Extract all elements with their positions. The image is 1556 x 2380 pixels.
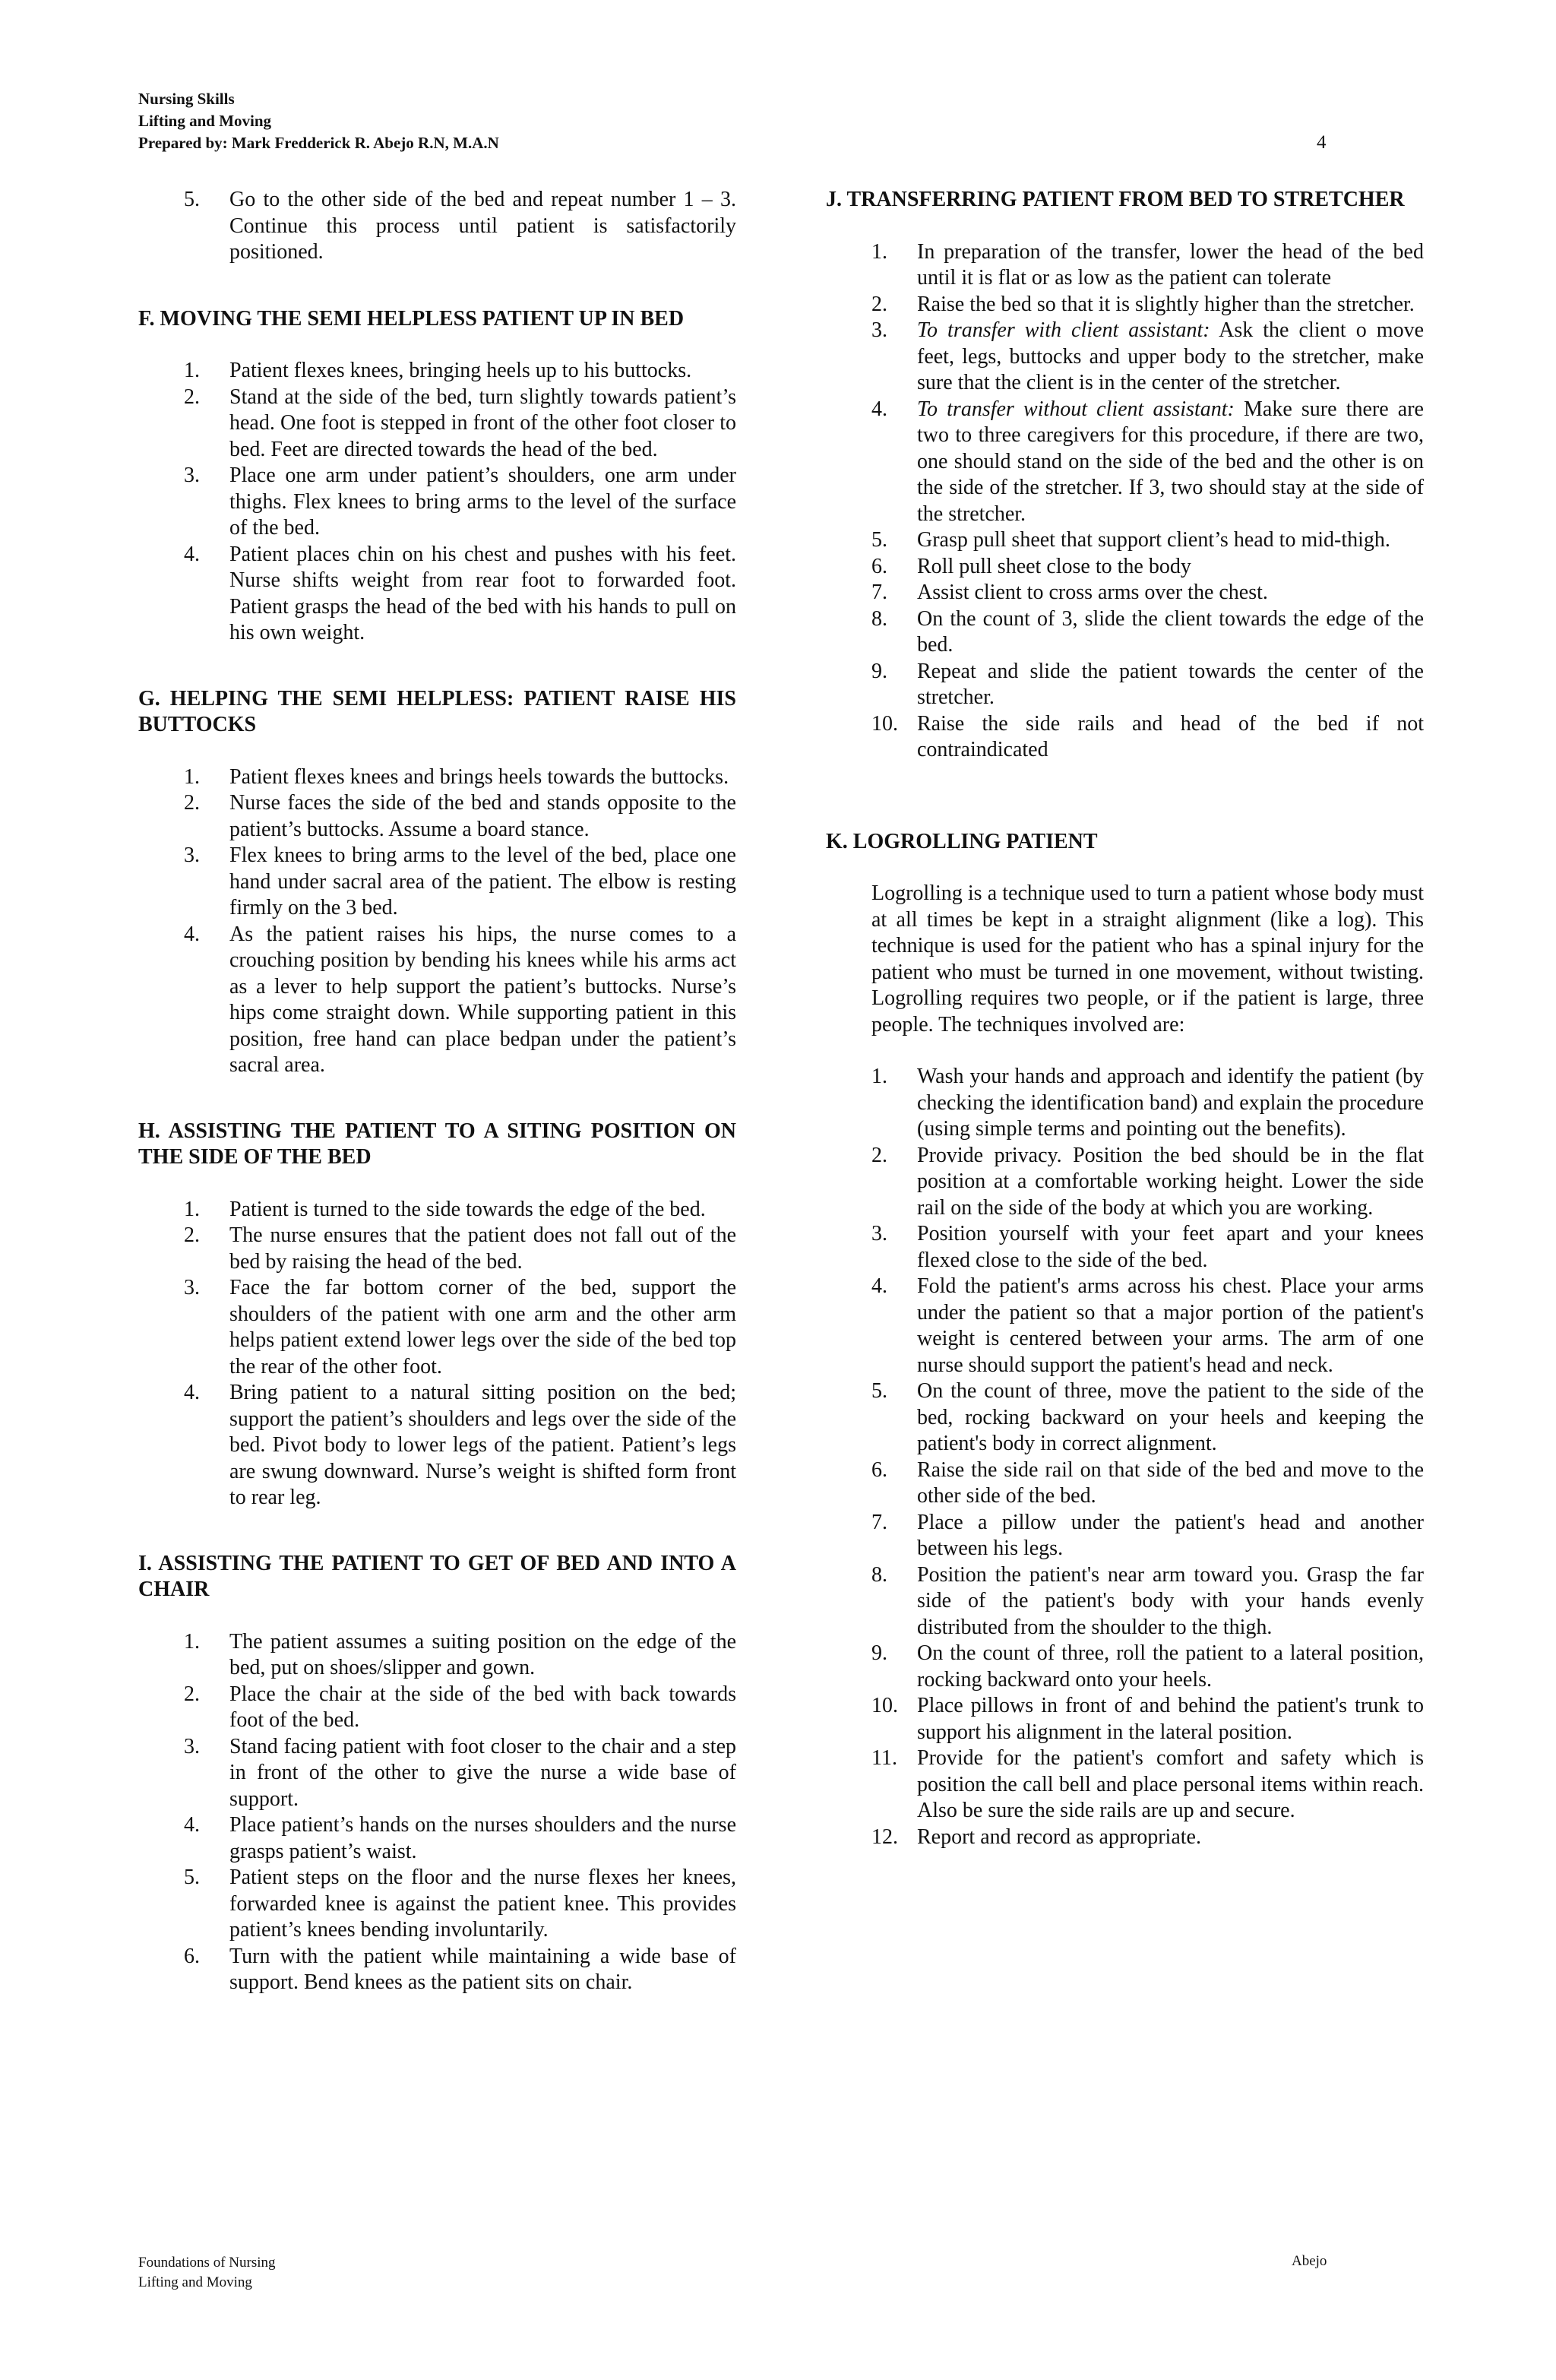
list-item: 3. To transfer with client assistant: Ask the client o move feet, legs, buttocks and upper body to the stretcher, make sure that the client is in the center of the stretcher. xyxy=(871,318,1424,394)
section-heading-g: G. HELPING THE SEMI HELPLESS: PATIENT RAISE HIS BUTTOCKS xyxy=(138,686,736,736)
header-author: Prepared by: Mark Fredderick R. Abejo R.N, M.A.N xyxy=(138,134,499,152)
footer-course: Foundations of Nursing xyxy=(138,2255,276,2271)
list-item: 5. Grasp pull sheet that support client’s head to mid-thigh. xyxy=(871,528,1390,552)
list-item: 3. Face the far bottom corner of the bed, support the shoulders of the patient with one arm and the other arm helps patient extend lower legs over the side of the bed top the rear of the other foot. xyxy=(184,1276,736,1378)
section-k-steps xyxy=(826,1064,1424,1850)
page-header xyxy=(138,88,499,154)
list-item: 2. Raise the bed so that it is slightly higher than the stretcher. xyxy=(871,292,1415,316)
footer-topic: Lifting and Moving xyxy=(138,2274,252,2290)
list-item: 3. Flex knees to bring arms to the level of the bed, place one hand under sacral area of the patient. The elbow is resting firmly on the 3 bed. xyxy=(184,843,736,919)
list-item: 3. Stand facing patient with foot closer to the chair and a step in front of the other to give the nurse a wide base of support. xyxy=(184,1734,736,1811)
section-j-steps xyxy=(826,239,1424,764)
header-course: Nursing Skills xyxy=(138,90,235,108)
list-item: 1. Patient is turned to the side towards the edge of the bed. xyxy=(184,1197,706,1221)
list-item: 5. Patient steps on the floor and the nurse flexes her knees, forwarded knee is against the patient knee. This provides patient’s knees bending involuntarily. xyxy=(184,1866,736,1942)
list-item: 4. Fold the patient's arms across his chest. Place your arms under the patient so that a major portion of the patient's weight is centered between your arms. The arm of one nurse should support the patient's head and neck. xyxy=(871,1274,1424,1377)
section-h-steps xyxy=(138,1197,736,1511)
section-f-steps xyxy=(138,358,736,647)
list-item: 4. As the patient raises his hips, the nurse comes to a crouching position by bending his knees while his arms act as a lever to help support the patient’s buttocks. Nurse’s hips come straight down. While supporting patient in this position, free hand can place bedpan under the patient’s sacral area. xyxy=(184,922,736,1077)
header-topic: Lifting and Moving xyxy=(138,112,272,130)
list-item: 3. Position yourself with your feet apart and your knees flexed close to the side of the bed. xyxy=(871,1222,1424,1272)
list-item: 6. Roll pull sheet close to the body xyxy=(871,554,1191,578)
list-item: 4. Bring patient to a natural sitting position on the bed; support the patient’s shoulders and legs over the side of the bed. Pivot body to lower legs of the patient. Patient’s legs are swung downward. Nurse’s weight is shifted form front to rear leg. xyxy=(184,1381,736,1509)
list-item: 4. Place patient’s hands on the nurses shoulders and the nurse grasps patient’s waist. xyxy=(184,1813,736,1863)
list-item: 8. On the count of 3, slide the client towards the edge of the bed. xyxy=(871,606,1424,657)
section-heading-h: H. ASSISTING THE PATIENT TO A SITING POSITION ON THE SIDE OF THE BED xyxy=(138,1119,736,1169)
list-item: 2. Stand at the side of the bed, turn slightly towards patient’s head. One foot is stepped in front of the other foot closer to bed. Feet are directed towards the head of the bed. xyxy=(184,385,736,461)
list-item: 10. Place pillows in front of and behind the patient's trunk to support his alignment in the lateral position. xyxy=(871,1694,1424,1744)
list-item: 1. Wash your hands and approach and identify the patient (by checking the identification band) and explain the procedure (using simple terms and pointing out the benefits). xyxy=(871,1065,1424,1141)
section-heading-i: I. ASSISTING THE PATIENT TO GET OF BED AND INTO A CHAIR xyxy=(138,1551,736,1601)
list-item: 6. Raise the side rail on that side of the bed and move to the other side of the bed. xyxy=(871,1457,1424,1508)
section-i-steps xyxy=(138,1629,736,1996)
list-item: 5. On the count of three, move the patient to the side of the bed, rocking backward on your heels and keeping the patient's body in correct alignment. xyxy=(871,1379,1424,1455)
list-item: 7. Place a pillow under the patient's head and another between his legs. xyxy=(871,1510,1424,1560)
list-item: 3. Place one arm under patient’s shoulders, one arm under thighs. Flex knees to bring arms to the level of the surface of the bed. xyxy=(184,464,736,540)
list-item: 7. Assist client to cross arms over the chest. xyxy=(871,581,1268,604)
list-item: 1. In preparation of the transfer, lower the head of the bed until it is flat or as low as the patient can tolerate xyxy=(871,239,1424,290)
list-item: 5. Go to the other side of the bed and repeat number 1 – 3. Continue this process until patient is satisfactorily positioned. xyxy=(184,188,736,264)
list-item: 2. Nurse faces the side of the bed and stands opposite to the patient’s buttocks. Assume a board stance. xyxy=(184,791,736,841)
intro-steps xyxy=(138,187,736,266)
list-item: 1. Patient flexes knees, bringing heels up to his buttocks. xyxy=(184,359,692,382)
list-item: 4. Patient places chin on his chest and pushes with his feet. Nurse shifts weight from rear foot to forwarded foot. Patient grasps the head of the bed with his hands to pull on his own weight. xyxy=(184,542,736,644)
section-heading-f: F. MOVING THE SEMI HELPLESS PATIENT UP IN BED xyxy=(138,306,685,331)
page-number: 4 xyxy=(1317,132,1327,153)
section-heading-k: K. LOGROLLING PATIENT xyxy=(826,829,1098,853)
list-item: 2. Provide privacy. Position the bed should be in the flat position at a comfortable working height. Lower the side rail on the side of the body at which you are working. xyxy=(871,1143,1424,1220)
page-footer-left xyxy=(138,2253,276,2293)
page-footer-author: Abejo xyxy=(1292,2253,1327,2269)
list-item: 10. Raise the side rails and head of the bed if not contraindicated xyxy=(871,711,1424,761)
list-item: 1. Patient flexes knees and brings heels towards the buttocks. xyxy=(184,764,729,789)
list-item: 2. The nurse ensures that the patient does not fall out of the bed by raising the head of the bed. xyxy=(184,1223,736,1274)
list-item: 1. The patient assumes a suiting position on the edge of the bed, put on shoes/slipper and gown. xyxy=(184,1629,736,1679)
list-item: 6. Turn with the patient while maintaining a wide base of support. Bend knees as the patient sits on chair. xyxy=(184,1944,736,1994)
left-column xyxy=(138,187,736,1996)
list-item: 11. Provide for the patient's comfort and safety which is position the call bell and place personal items within reach. Also be sure the side rails are up and secure. xyxy=(871,1746,1424,1822)
list-item: 2. Place the chair at the side of the bed with back towards foot of the bed. xyxy=(184,1682,736,1732)
list-item: 9. Repeat and slide the patient towards the center of the stretcher. xyxy=(871,659,1424,709)
right-column xyxy=(826,187,1424,1850)
section-g-steps xyxy=(138,764,736,1079)
section-heading-j: J. TRANSFERRING PATIENT FROM BED TO STRETCHER xyxy=(826,188,1405,211)
list-item: 9. On the count of three, roll the patient to a lateral position, rocking backward onto your heels. xyxy=(871,1641,1424,1692)
logrolling-intro: Logrolling is a technique used to turn a patient whose body must at all times be kept in a straight alignment (like a log). This technique is used for the patient who has a spinal injury for the patient who must be turned in one movement, without twisting. Logrolling requires two people, or if the patient is large, three people. The techniques involved are: xyxy=(871,881,1424,1037)
list-item: 12. Report and record as appropriate. xyxy=(871,1825,1201,1849)
list-item: 4. To transfer without client assistant: Make sure there are two to three caregivers for this procedure, if there are two, one should stand on the side of the bed and the other is on the side of the stretcher. If 3, two should stay at the side of the stretcher. xyxy=(871,397,1424,526)
list-item: 8. Position the patient's near arm toward you. Grasp the far side of the patient's body with your hands evenly distributed from the shoulder to the thigh. xyxy=(871,1562,1424,1639)
